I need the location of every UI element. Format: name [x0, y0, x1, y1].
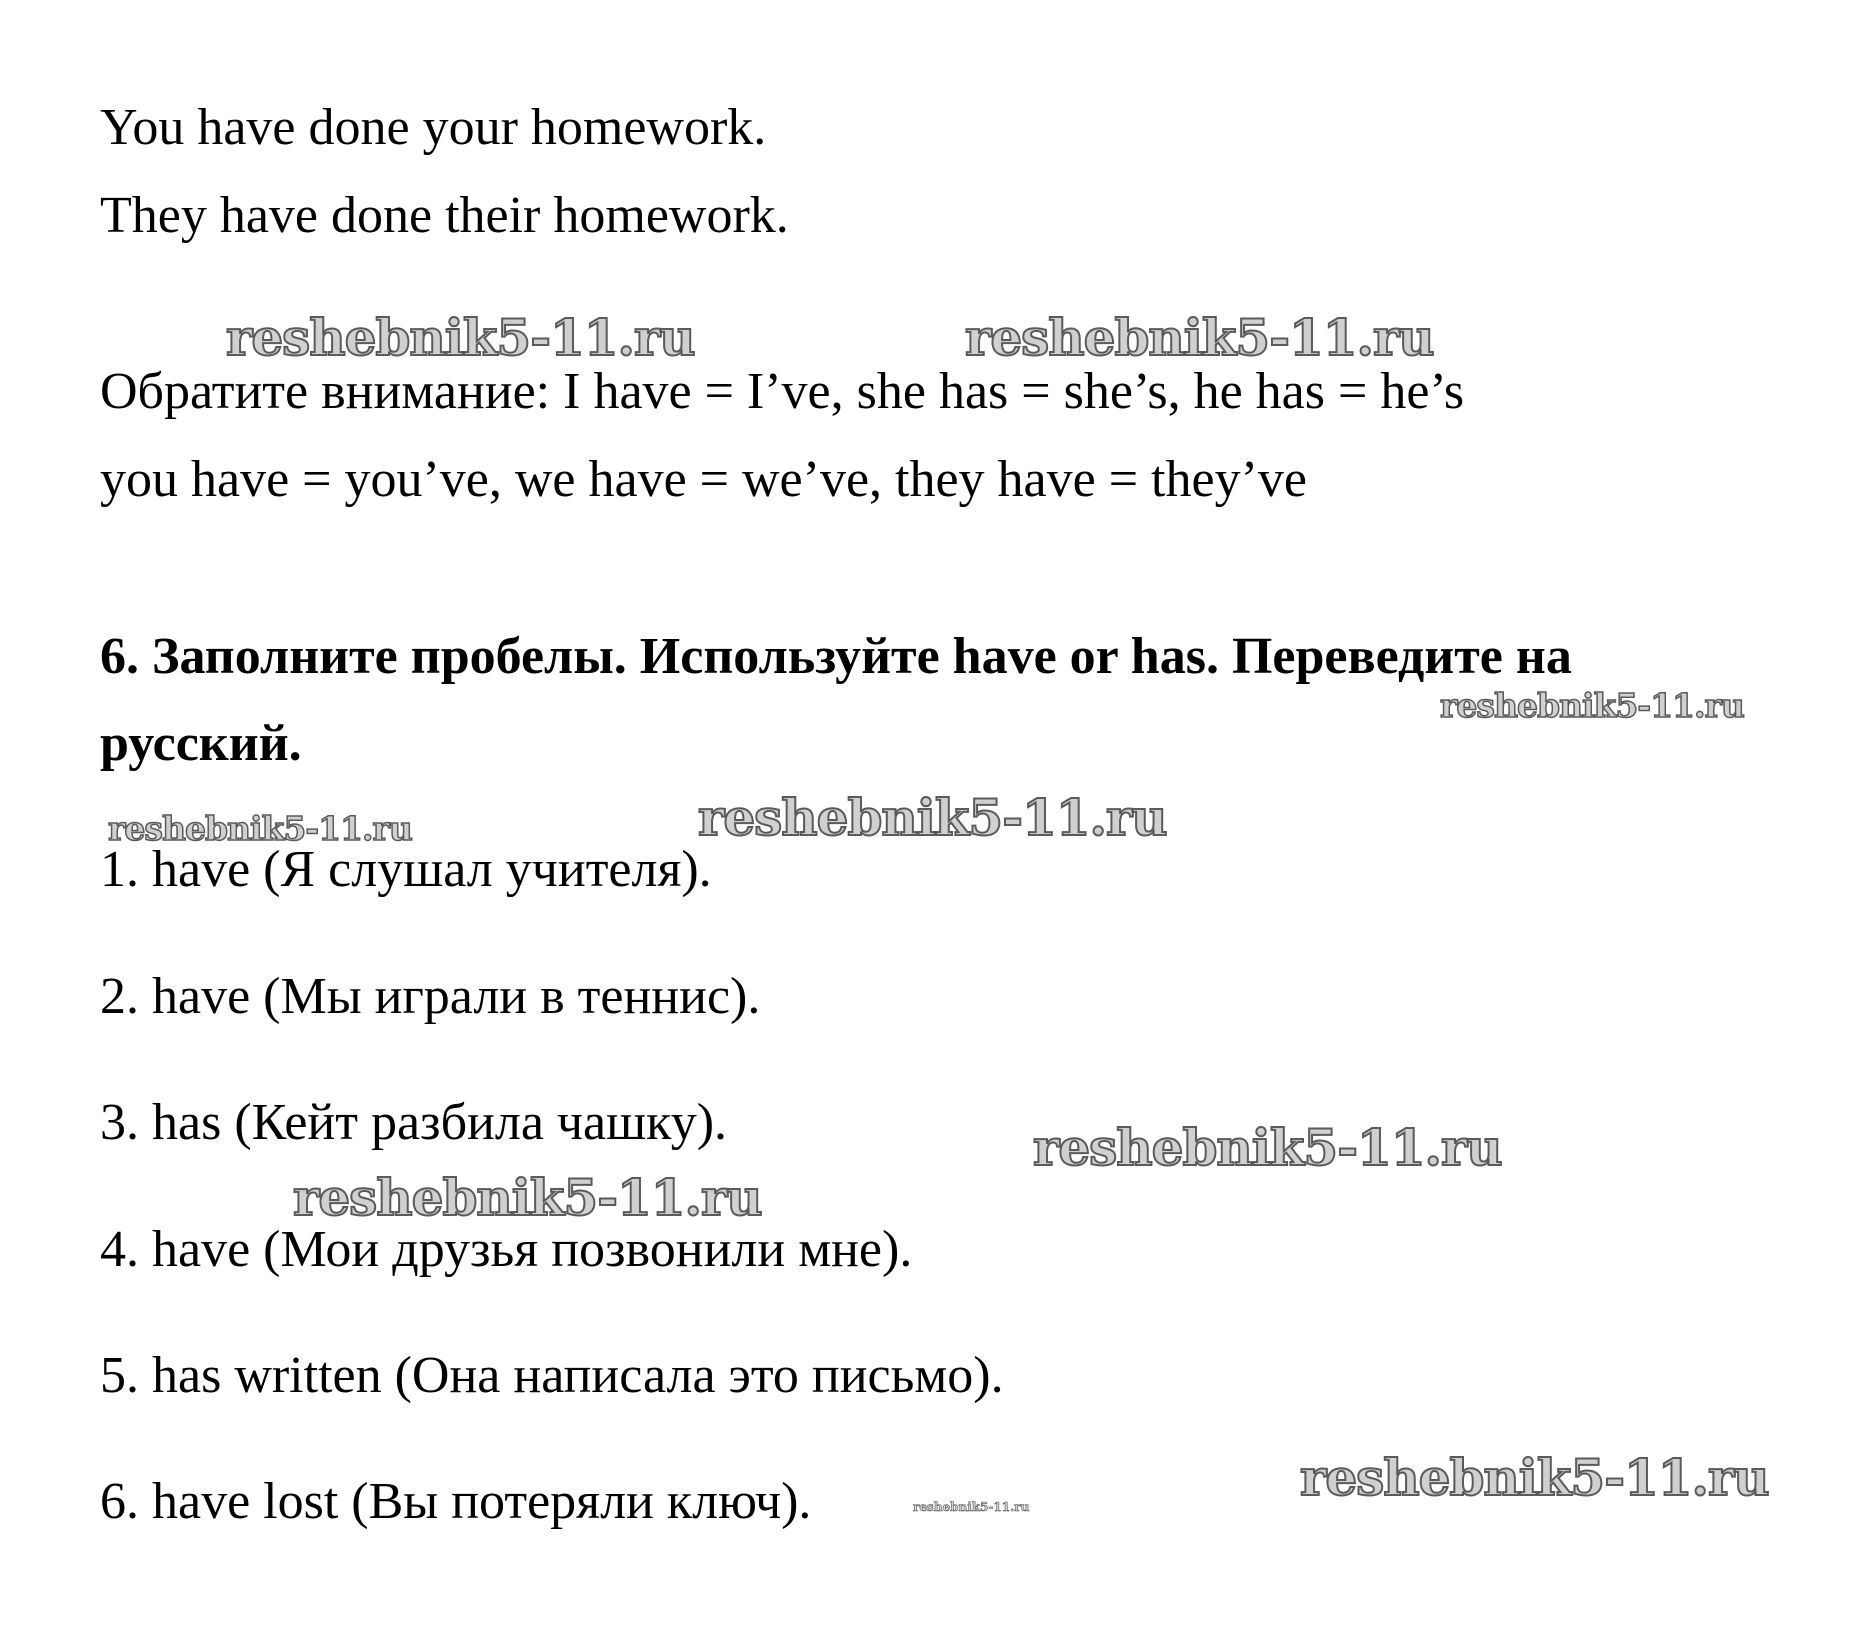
- watermark: reshebnik5-11.ru: [293, 1168, 762, 1227]
- answer-item-3: 3. has (Кейт разбила чашку).: [100, 1094, 728, 1151]
- watermark: reshebnik5-11.ru: [965, 308, 1434, 367]
- note-line-2: you have = you’ve, we have = we’ve, they have = they’ve: [100, 451, 1307, 508]
- exercise-title-line-2: русский.: [100, 715, 302, 772]
- intro-line-1: You have done your homework.: [100, 99, 767, 156]
- answer-item-6: 6. have lost (Вы потеряли ключ).: [100, 1473, 812, 1530]
- answer-item-1: 1. have (Я слушал учителя).: [100, 841, 712, 898]
- watermark: reshebnik5-11.ru: [1300, 1448, 1769, 1507]
- watermark: reshebnik5-11.ru: [226, 308, 695, 367]
- exercise-title-line-1: 6. Заполните пробелы. Используйте have or has. Переведите на: [100, 628, 1572, 685]
- answer-item-4: 4. have (Мои друзья позвонили мне).: [100, 1221, 913, 1278]
- watermark: reshebnik5-11.ru: [698, 788, 1167, 847]
- watermark: reshebnik5-11.ru: [1033, 1118, 1502, 1177]
- intro-line-2: They have done their homework.: [100, 187, 789, 244]
- answer-item-2: 2. have (Мы играли в теннис).: [100, 968, 761, 1025]
- watermark: reshebnik5-11.ru: [108, 809, 412, 848]
- answer-item-5: 5. has written (Она написала это письмо).: [100, 1347, 1004, 1404]
- watermark: reshebnik5-11.ru: [913, 1500, 1030, 1514]
- watermark: reshebnik5-11.ru: [1440, 686, 1744, 725]
- note-line-1: Обратите внимание: I have = I’ve, she has = she’s, he has = he’s: [100, 363, 1465, 420]
